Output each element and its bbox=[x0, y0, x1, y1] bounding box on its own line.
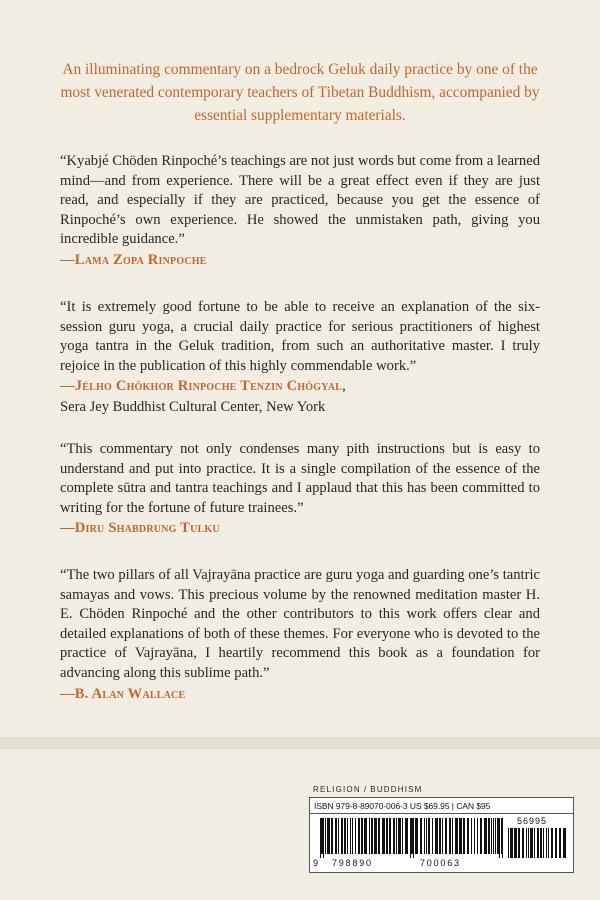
endorsement-attribution: —Lama Zopa Rinpoche bbox=[60, 251, 207, 268]
isbn-divider bbox=[310, 813, 573, 814]
barcode-bar bbox=[364, 818, 367, 854]
barcode-bar bbox=[526, 828, 527, 858]
barcode-digit-first: 9 bbox=[313, 858, 320, 868]
barcode-bar bbox=[350, 818, 351, 854]
barcode-bar bbox=[484, 818, 487, 854]
barcode-bar bbox=[495, 818, 496, 854]
barcode-bar bbox=[467, 818, 469, 854]
barcode-bar bbox=[546, 828, 547, 858]
decorative-band bbox=[0, 737, 600, 749]
barcode-digits-right: 700063 bbox=[420, 858, 461, 868]
barcode-bar bbox=[442, 818, 443, 854]
barcode-box bbox=[309, 797, 574, 873]
barcode-bar bbox=[471, 818, 472, 854]
barcode-bar bbox=[534, 828, 535, 858]
barcode-bar bbox=[491, 818, 492, 854]
barcode-digits-left: 798890 bbox=[332, 858, 373, 868]
endorsement-text: “This commentary not only condenses many pith instructions but is easy to understand and put into practice. It is a single compilation of the essence of the complete sūtra and tantra teachings and I applaud that this has been committed to writing for the fortune of future trainees.” bbox=[60, 441, 540, 516]
barcode-bar bbox=[347, 818, 348, 854]
barcode-bar bbox=[445, 818, 447, 854]
barcode-bars bbox=[320, 818, 504, 858]
endorsement-attribution: —Jélho Chökhor Rinpoche Tenzin Chögyal bbox=[60, 378, 343, 395]
barcode-bar bbox=[402, 818, 403, 854]
barcode-bar bbox=[537, 828, 539, 858]
barcode-bar bbox=[514, 828, 517, 858]
barcode-bar bbox=[398, 818, 401, 854]
barcode-bar bbox=[555, 828, 557, 858]
barcode-bar bbox=[415, 818, 418, 854]
barcode-bar bbox=[463, 818, 465, 854]
barcode-bar bbox=[459, 818, 462, 854]
endorsement-2: “It is extremely good fortune to be able to receive an explanation of the six-session guru yoga, a crucial daily practice for serious practitioners of highest yoga tantra in the Geluk tradition, from such an authoritative master. I truly rejoice in the publication of this highly commendable work.” —Jélho Chökhor Rinpoche Tenzin Chögyal, Sera Jey Buddhist Cultural Center, New York bbox=[60, 299, 540, 415]
barcode-bar bbox=[428, 818, 430, 854]
barcode-bar bbox=[338, 818, 339, 854]
barcode-bar bbox=[488, 818, 490, 854]
barcode-bar bbox=[389, 818, 391, 854]
barcode-bar bbox=[361, 818, 363, 854]
barcode-bar bbox=[386, 818, 388, 854]
endorsement-1 bbox=[60, 152, 540, 270]
intro-blurb: An illuminating commentary on a bedrock Geluk daily practice by one of the most venerated contemporary teachers of Tibetan Buddhism, accompanied by essential supplementary materials. bbox=[60, 61, 540, 124]
barcode-bar bbox=[393, 818, 395, 854]
category-primary: RELIGION bbox=[313, 785, 361, 794]
barcode-bar bbox=[455, 818, 458, 854]
barcode-bar bbox=[424, 818, 425, 854]
barcode-bar bbox=[439, 818, 441, 854]
barcode-bar bbox=[335, 818, 337, 854]
barcode-bar bbox=[508, 828, 509, 858]
barcode-bar bbox=[331, 818, 333, 854]
barcode-bar bbox=[540, 828, 542, 858]
barcode-bar bbox=[543, 828, 544, 858]
barcode-bar bbox=[510, 828, 513, 858]
barcode-bar bbox=[528, 828, 529, 858]
endorsement-text: “Kyabjé Chöden Rinpoché’s teachings are not just words but come from a learned mind—and from experience. There will be a great effect even if they are just read, and especially if they are practiced, because you get the essence of Rinpoché’s own experience. He showed the unmistaken path, giving you incredible guidance.” bbox=[60, 153, 540, 248]
barcode-bar bbox=[358, 818, 360, 854]
barcode-bar bbox=[325, 818, 326, 854]
barcode-bar bbox=[518, 828, 520, 858]
endorsement-3 bbox=[60, 440, 540, 538]
barcode-bar bbox=[355, 818, 356, 854]
barcode-bar bbox=[344, 818, 346, 854]
barcode-bar bbox=[374, 818, 377, 854]
barcode-bar bbox=[341, 818, 343, 854]
barcode-bar bbox=[405, 818, 408, 854]
endorsement-attribution: —B. Alan Wallace bbox=[60, 685, 186, 702]
endorsement-attribution: —Diru Shabdrung Tulku bbox=[60, 520, 220, 537]
barcode-guard-bar bbox=[502, 818, 503, 858]
barcode-bar bbox=[522, 828, 524, 858]
category-secondary: BUDDHISM bbox=[370, 785, 423, 794]
barcode-bar bbox=[559, 828, 561, 858]
barcode-guard-bar bbox=[410, 818, 411, 858]
barcode-bar bbox=[396, 818, 397, 854]
barcode-bar bbox=[501, 818, 502, 854]
barcode-addon-number: 56995 bbox=[517, 816, 548, 826]
barcode-bar bbox=[435, 818, 438, 854]
endorsement-4 bbox=[60, 566, 540, 704]
barcode-bar bbox=[563, 828, 566, 858]
barcode-bar bbox=[452, 818, 453, 854]
barcode-bar bbox=[378, 818, 380, 854]
barcode-bar bbox=[530, 828, 533, 858]
barcode-guard-bar bbox=[323, 818, 324, 858]
barcode-bar bbox=[352, 818, 353, 854]
endorsement-affiliation: Sera Jey Buddhist Cultural Center, New York bbox=[60, 398, 326, 415]
endorsement-text: “It is extremely good fortune to be able to receive an explanation of the six-session guru yoga, a crucial daily practice for serious practitioners of highest yoga tantra in the Geluk tradition, from such an authoritative master. I truly rejoice in the publication of this highly commendable work.” bbox=[60, 299, 540, 374]
barcode-bar bbox=[432, 818, 433, 854]
barcode-addon-bars bbox=[508, 828, 566, 858]
barcode-bar bbox=[480, 818, 482, 854]
barcode-bar bbox=[327, 818, 330, 854]
isbn-price-line: ISBN 979-8-89070-006-3 US $69.95 | CAN $95 bbox=[314, 801, 491, 811]
barcode-bar bbox=[369, 818, 370, 854]
barcode-guard-bar bbox=[413, 818, 414, 858]
barcode-bar bbox=[426, 818, 427, 854]
barcode-bar bbox=[474, 818, 475, 854]
barcode-bar bbox=[420, 818, 422, 854]
barcode-bar bbox=[551, 828, 553, 858]
barcode-guard-bar bbox=[320, 818, 321, 858]
endorsement-text: “The two pillars of all Vajrayāna practice are guru yoga and guarding one’s tantric samayas and vows. This precious volume by the renowned meditation master H. E. Chöden Rinpoché and the other contributors to this work offers clear and detailed explanations of both of these themes. For everyone who is devoted to the practice of Vajrayāna, I heartily recommend this book as a foundation for advancing along this sublime path.” bbox=[60, 567, 540, 681]
barcode-bar bbox=[477, 818, 478, 854]
category-label: RELIGION / BUDDHISM bbox=[313, 785, 423, 794]
barcode-guard-bar bbox=[499, 818, 500, 858]
barcode-bar bbox=[382, 818, 385, 854]
barcode-bar bbox=[493, 818, 494, 854]
barcode-bar bbox=[371, 818, 373, 854]
barcode-bar bbox=[449, 818, 451, 854]
barcode-bar bbox=[548, 828, 549, 858]
